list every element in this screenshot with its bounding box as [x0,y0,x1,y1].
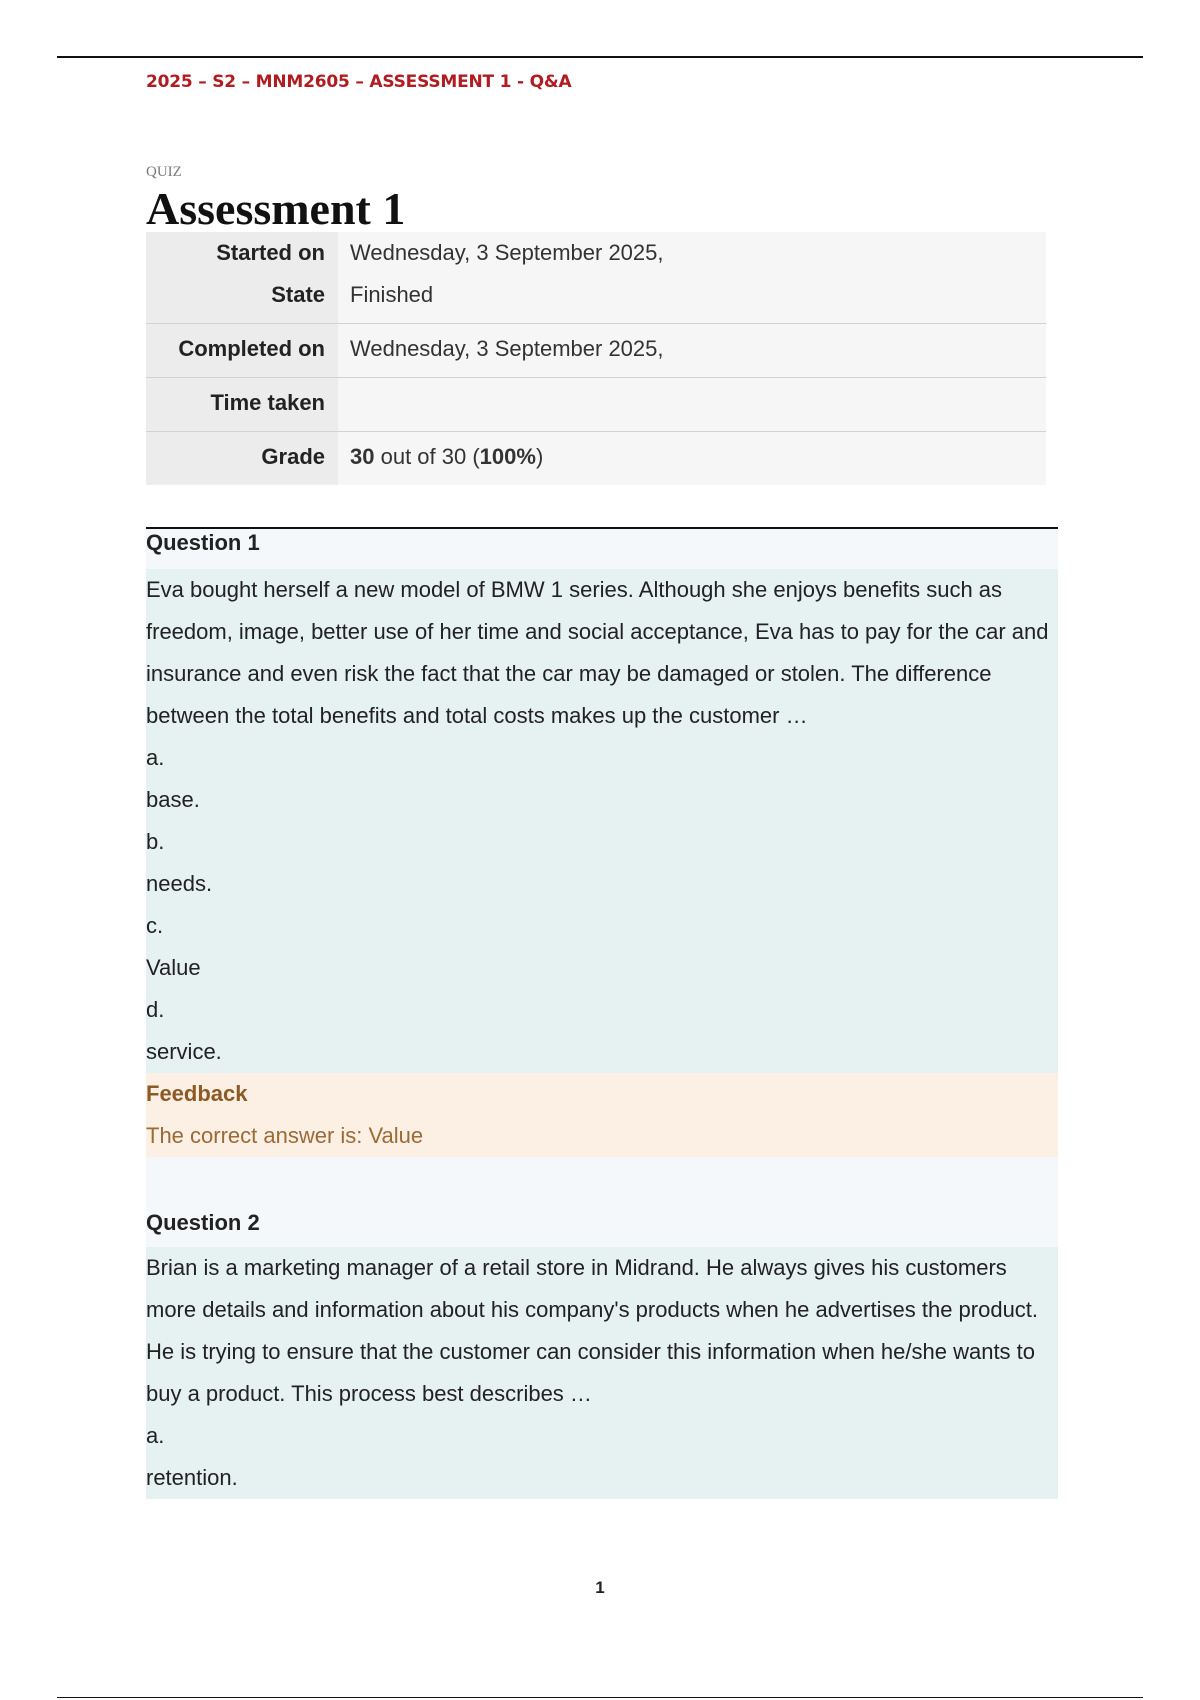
bottom-rule [57,1697,1143,1698]
started-value: Wednesday, 3 September 2025, [338,232,1046,270]
option-letter: b. [146,829,165,854]
grade-close: ) [535,444,544,469]
option-text[interactable]: base. [146,787,200,812]
started-label: Started on [146,232,338,270]
question-gap [146,1157,1058,1199]
option-text[interactable]: needs. [146,871,213,896]
attempt-summary-table [146,232,1046,485]
top-rule [57,56,1143,58]
grade-label: Grade [146,432,338,486]
summary-row-completed [146,324,1046,378]
state-label: State [146,270,338,324]
summary-row-grade [146,432,1046,486]
option-text[interactable]: Value [146,955,201,980]
summary-row-started [146,232,1046,270]
quiz-label: QUIZ [146,164,182,180]
question-heading: Question 1 [146,529,1058,569]
summary-row-time [146,378,1046,432]
feedback-text: The correct answer is: Value [146,1123,424,1148]
summary-row-state [146,270,1046,324]
option-text[interactable]: retention. [146,1465,238,1490]
grade-out-of: out of 30 ( [374,444,480,469]
option-letter: c. [146,913,164,938]
question-1 [146,527,1058,1199]
quiz-review [146,160,1058,1499]
question-body [146,569,1058,1073]
grade-percent: 100% [479,444,536,469]
question-text: Eva bought herself a new model of BMW 1 series. Although she enjoys benefits such as freedom, image, better use of her time and social acceptance, Eva has to pay for the car and insurance and even risk the fact that the car may be damaged or stolen. The difference between the total benefits and total costs makes up the customer … [146,577,1049,728]
document-header: 2025 – S2 – MNM2605 – ASSESSMENT 1 - Q&A [146,72,572,92]
page-title: Assessment 1 [146,183,406,234]
option-text[interactable]: service. [146,1039,222,1064]
completed-value: Wednesday, 3 September 2025, [338,324,1046,378]
option-letter: a. [146,1423,165,1448]
time-taken-label: Time taken [146,378,338,432]
grade-score: 30 [350,444,375,469]
question-text: Brian is a marketing manager of a retail store in Midrand. He always gives his customers more details and information about his company's products when he advertises the product. He is trying to ensure that the customer can consider this information when he/she wants to buy a product. This process best describes … [146,1255,1039,1406]
option-letter: a. [146,745,165,770]
question-heading: Question 2 [146,1199,1058,1247]
feedback-title: Feedback [146,1081,248,1106]
question-body [146,1247,1058,1499]
grade-value [338,432,1046,486]
time-taken-value [338,378,1046,432]
page-number: 1 [595,1578,605,1597]
completed-label: Completed on [146,324,338,378]
option-letter: d. [146,997,165,1022]
feedback-box [146,1073,1058,1157]
question-2 [146,1199,1058,1499]
state-value: Finished [338,270,1046,324]
